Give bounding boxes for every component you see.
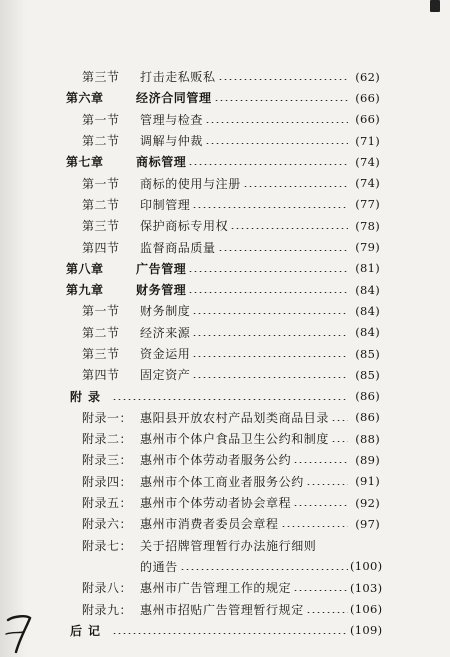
toc-entry-label: 第八章 xyxy=(66,261,104,276)
toc-page-number: (103) xyxy=(350,580,383,595)
toc-entry-title: 资金运用 xyxy=(140,347,191,361)
toc-entry-label: 附录六： xyxy=(82,517,133,532)
toc-entry-title: 惠州市个体户食品卫生公约和制度 xyxy=(140,432,330,447)
toc-entry xyxy=(62,236,380,257)
dot-leader xyxy=(331,441,348,442)
toc-entry xyxy=(62,151,380,172)
toc-page-number: (85) xyxy=(355,367,380,382)
toc-entry-title: 关于招牌管理暂行办法施行细则 xyxy=(140,538,317,553)
toc-entry-title: 惠州市广告管理工作的规定 xyxy=(140,581,292,596)
toc-entry-title: 广告管理 xyxy=(136,261,187,276)
toc-entry xyxy=(62,279,380,300)
toc-entry-label: 附录一： xyxy=(82,410,133,425)
dot-leader xyxy=(218,250,348,251)
dot-leader xyxy=(306,612,348,613)
dot-leader xyxy=(306,484,348,485)
dot-leader xyxy=(112,399,348,400)
toc-entry-title: 调解与仲裁 xyxy=(140,134,204,149)
handwritten-page-mark xyxy=(4,612,34,656)
scan-mark xyxy=(430,0,440,12)
toc-page-number: (86) xyxy=(355,389,380,404)
dot-leader xyxy=(230,228,348,229)
dot-leader xyxy=(293,590,348,591)
dot-leader xyxy=(188,271,348,272)
dot-leader xyxy=(205,143,348,144)
dot-leader xyxy=(192,335,348,336)
toc-entry-title: 管理与检查 xyxy=(140,112,204,127)
toc-entry-title: 固定资产 xyxy=(140,368,191,383)
toc-entry-label: 第三节 xyxy=(82,70,120,85)
toc-entry xyxy=(62,364,380,385)
toc-page-number: (97) xyxy=(355,516,380,531)
toc-entry-label: 第一节 xyxy=(82,304,120,319)
toc-page-number: (62) xyxy=(355,69,380,84)
toc-entry-label: 后记 xyxy=(70,623,107,638)
toc-entry-label: 附录三： xyxy=(82,453,133,468)
toc-entry xyxy=(62,258,380,279)
toc-entry xyxy=(62,598,383,619)
toc-entry xyxy=(62,87,380,108)
toc-entry-label: 第一节 xyxy=(82,176,120,191)
toc-page-number: (66) xyxy=(355,112,380,127)
toc-page-number: (106) xyxy=(350,602,383,617)
toc-entry-title: 商标管理 xyxy=(136,155,187,170)
toc-page-number: (78) xyxy=(355,218,380,233)
toc-entry-title: 财务管理 xyxy=(136,283,187,298)
toc-entry xyxy=(62,385,380,406)
toc-entry-label: 第一节 xyxy=(82,112,120,127)
toc-entry xyxy=(62,109,380,130)
toc-entry xyxy=(62,322,380,343)
dot-leader xyxy=(243,186,348,187)
toc-entry xyxy=(62,130,380,151)
toc-page-number: (91) xyxy=(355,474,380,489)
toc-entry xyxy=(62,471,380,492)
dot-leader xyxy=(331,420,348,421)
dot-leader xyxy=(293,462,348,463)
toc-page-number: (89) xyxy=(355,452,380,467)
dot-leader xyxy=(218,79,348,80)
toc-entry-label: 附录二： xyxy=(82,432,133,447)
toc-page-number: (74) xyxy=(355,176,380,191)
toc-entry-title: 商标的使用与注册 xyxy=(140,176,241,191)
toc-entry xyxy=(62,215,380,236)
toc-entry xyxy=(62,492,380,513)
toc-page-number: (79) xyxy=(355,240,380,255)
dot-leader xyxy=(192,377,348,378)
toc-entry xyxy=(62,513,380,534)
toc-entry-label: 第六章 xyxy=(66,91,104,106)
toc-entry-label: 第九章 xyxy=(66,283,104,298)
toc-entry-title: 惠阳县开放农村产品划类商品目录 xyxy=(140,410,330,425)
toc-entry-label: 附录七： xyxy=(82,538,133,553)
toc-page-number: (92) xyxy=(355,495,380,510)
toc-entry-title: 惠州市个体劳动者协会章程 xyxy=(140,496,292,511)
dot-leader xyxy=(293,505,348,506)
dot-leader xyxy=(192,207,348,208)
toc-entry-label: 第二节 xyxy=(82,325,120,340)
toc-entry-title: 印制管理 xyxy=(140,197,191,212)
dot-leader xyxy=(205,122,348,123)
toc-entry-label: 附录四： xyxy=(82,474,133,489)
toc-entry-title: 惠州市个体工商业者服务公约 xyxy=(140,474,304,489)
toc-page-number: (86) xyxy=(355,410,380,425)
dot-leader xyxy=(188,164,348,165)
toc-entry-label: 第三节 xyxy=(82,219,120,234)
toc-page-number: (74) xyxy=(355,154,380,169)
toc-entry xyxy=(62,556,383,577)
toc-entry xyxy=(62,172,380,193)
toc-page-number: (100) xyxy=(350,559,383,574)
dot-leader xyxy=(188,292,348,293)
toc-entry-label: 第二节 xyxy=(82,197,120,212)
toc-page-number: (71) xyxy=(355,133,380,148)
toc-page-number: (66) xyxy=(355,90,380,105)
toc-entry-label: 附录五： xyxy=(82,496,133,511)
toc-entry-title: 惠州市个体劳动者服务公约 xyxy=(140,453,292,468)
toc-entry xyxy=(62,66,380,87)
dot-leader xyxy=(281,526,348,527)
toc-entry-label: 附录八： xyxy=(82,581,133,596)
toc-page-number: (77) xyxy=(355,197,380,212)
toc-entry-label: 附录九： xyxy=(82,602,133,617)
toc-page-number: (88) xyxy=(355,431,380,446)
toc-entry-label: 第四节 xyxy=(82,240,120,255)
toc-page-number: (84) xyxy=(355,282,380,297)
toc-entry-title: 的通告 xyxy=(140,559,178,574)
toc-entry xyxy=(62,620,383,641)
toc-entry-label: 第三节 xyxy=(82,347,120,361)
toc-page-number: (109) xyxy=(350,623,383,638)
toc-entry-label: 第七章 xyxy=(66,155,104,170)
toc-page-number: (84) xyxy=(355,325,380,340)
toc-entry-title: 保护商标专用权 xyxy=(140,219,229,234)
toc-entry-title: 惠州市消费者委员会章程 xyxy=(140,517,279,532)
toc-entry xyxy=(62,449,380,470)
toc-entry xyxy=(62,577,383,598)
page-scan-edge xyxy=(0,0,26,657)
toc-entry-title: 经济合同管理 xyxy=(136,91,212,106)
toc-entry-title: 监督商品质量 xyxy=(140,240,216,255)
toc-page-number: (85) xyxy=(355,346,380,361)
toc-entry xyxy=(62,428,380,449)
dot-leader xyxy=(214,100,348,101)
dot-leader xyxy=(192,356,348,357)
toc-entry-title: 财务制度 xyxy=(140,304,191,319)
toc-entry xyxy=(62,300,380,321)
toc-page-number: (84) xyxy=(355,303,380,318)
toc-entry-label: 第二节 xyxy=(82,134,120,149)
toc-entry xyxy=(62,407,380,428)
toc-entry xyxy=(62,535,380,556)
toc-page-number: (81) xyxy=(355,261,380,276)
toc-entry-title: 经济来源 xyxy=(140,325,191,340)
toc-entry-label: 附录 xyxy=(70,389,107,404)
toc-entry-label: 第四节 xyxy=(82,368,120,383)
dot-leader xyxy=(112,633,348,634)
toc-entry xyxy=(62,194,380,215)
toc-entry xyxy=(62,343,380,364)
dot-leader xyxy=(180,569,348,570)
toc-entry-title: 打击走私贩私 xyxy=(140,70,216,85)
dot-leader xyxy=(192,313,348,314)
table-of-contents xyxy=(62,66,383,641)
toc-entry-title: 惠州市招贴广告管理暂行规定 xyxy=(140,602,304,617)
